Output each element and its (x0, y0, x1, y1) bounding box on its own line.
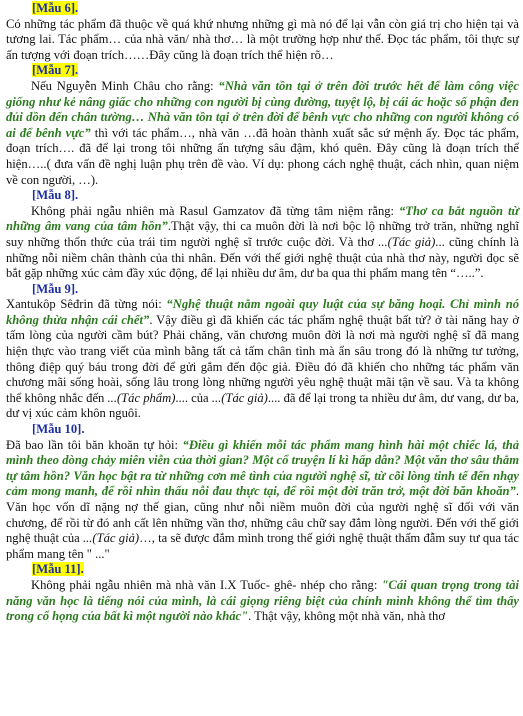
paragraph-text: Đã bao lần tôi băn khoăn tự hỏi: (6, 437, 183, 452)
paragraph-text: . Vậy điều gì đã khiến các tác phẩm nghệ thuật bất tử? ở tài năng hay ở tấm lòng của người cầm bút? Phải chăng, văn chương muôn đời là nơi mà người nghệ sĩ đã mang hiện thực vào trang viết của mình bằng tất cả tấm chân tình mà ẩn sâu trong đó là những tư tưởng, thông điệp quý báu trong đời để gửi gắm đến độc giả. Điều đó đã khiến cho những tác phẩm văn chương mãi sống hoài, sống lâu trong lòng những người yêu nghệ thuật mãi tận về sau. Và ta không thể không nhắc đến (6, 312, 519, 405)
section-mau-7 (6, 63, 519, 188)
paragraph-text: .... của (175, 390, 212, 405)
quotation: “Thơ ca bắt nguồn từ những âm vang của tâm hồn” (6, 203, 519, 234)
placeholder-text: ...(Tác giả) (82, 531, 140, 546)
quotation: “Nghệ thuật nằm ngoài quy luật của sự băng hoại. Chỉ mình nó không thừa nhận cái chết” (6, 297, 520, 327)
section-mau-8 (6, 188, 519, 282)
quotation: “Nhà văn tồn tại ở trên đời trước hết để làm công việc giống như kẻ nâng giấc cho những con người bị cùng đường, tuyệt lộ, bị cái ác hoặc số phận đen đủi dồn đến chân tường… Nhà văn tồn tại ở trên đời để bênh vực cho những con người không có ai để bênh vực” (6, 78, 519, 140)
paragraph-text: Nếu Nguyễn Minh Châu cho rằng: (31, 78, 219, 93)
section-heading: [Mẫu 8]. (32, 188, 79, 203)
paragraph-text: . Thật vậy, không một nhà văn, nhà thơ (248, 609, 446, 624)
section-paragraph (6, 578, 519, 625)
placeholder-text: ...(Tác giả) (378, 234, 436, 249)
quotation: "Cái quan trọng trong tài năng văn học là tiếng nói của mình, là cái giọng riêng biệt của chính mình không thể tìm thấy trong cổ họng của bất kì một người nào khác" (6, 577, 519, 624)
section-paragraph (6, 79, 519, 188)
section-heading: [Mẫu 9]. (32, 281, 79, 296)
section-mau-10 (6, 422, 519, 562)
paragraph-text: Xantukôp Sêđrin đã từng nói: (6, 297, 167, 312)
section-heading: [Mẫu 11]. (32, 562, 84, 577)
paragraph-text: Có những tác phẩm đã thuộc về quá khứ nhưng những gì mà nó để lại vẫn còn giá trị cho hiện tại và tương lai. Tác phẩm… của nhà văn/ nhà thơ… là một trường hợp như thế. Đọc tác phẩm, tôi thực sự ấn tượng với đoạn trích……Đây cũng là đoạn trích thể hiện rõ… (6, 16, 519, 62)
section-paragraph (6, 297, 519, 422)
section-mau-6 (6, 1, 519, 63)
section-paragraph (6, 204, 519, 282)
paragraph-text: .... đã để lại trong ta nhiều dư âm, dư vang, dư ba, dư vị xúc cảm khôn nguôi. (6, 390, 520, 421)
section-heading: [Mẫu 6]. (32, 1, 79, 15)
paragraph-text: .Thật vậy, thi ca muôn đời là nơi bộc lộ những trở trăn, những nghĩ suy những thổn thức của trái tim người nghệ sĩ trước cuộc đời. Và thơ (6, 219, 519, 249)
section-mau-9 (6, 282, 519, 422)
paragraph-text: …, ta sẽ được đắm mình trong thế giới nghệ thuật thấm đẫm suy tư qua tác phẩm mang tên " ..." (6, 531, 519, 561)
section-paragraph (6, 438, 519, 563)
paragraph-text: . Văn học vốn dĩ nặng nợ thế gian, cũng như nỗi niềm muôn đời của người nghệ sĩ đối với văn chương, để rồi từ đó anh cất lên những vần thơ, những câu chữ say đắm lòng người. Đến với thế giới nghệ thuật của (6, 484, 519, 546)
paragraph-text: Không phải ngẫu nhiên mà nhà văn I.X Tuốc- ghê- nhép cho rằng: (31, 577, 382, 592)
paragraph-text: Không phải ngẫu nhiên mà Rasul Gamzatov đã từng tâm niệm rằng: (31, 203, 399, 218)
placeholder-text: ...(Tác phẩm) (107, 390, 176, 405)
paragraph-text: thì với tác phẩm…, nhà văn …đã hoàn thành xuất sắc sứ mệnh ấy. Đọc tác phẩm, đoạn trích…. đã để lại trong tôi những ấn tượng sâu đậm, khó quên. Đây cũng là đoạn trích thể hiện…..( đưa vấn đề nghị luận phụ trên đề vào. Ví dụ: phong cách nghệ thuật, cách nhìn, quan niệm về con người, …). (6, 125, 519, 187)
section-mau-11 (6, 562, 519, 624)
paragraph-text: ... cũng chính là những nỗi niềm chân thành của thi nhân. Đến với thế giới nghệ thuật của nhà thơ này, người đọc sẽ bắt gặp những xúc cảm đầy xúc động, để lại nhiều dư âm, dư ba qua thi phẩm mang tên “…..”. (6, 234, 519, 281)
section-paragraph (6, 17, 519, 64)
placeholder-text: ...(Tác giả) (211, 390, 268, 405)
section-heading: [Mẫu 10]. (32, 422, 85, 437)
section-heading: [Mẫu 7]. (32, 63, 79, 78)
quotation: “Điều gì khiến mỗi tác phẩm mang hình hài một chiếc lá, thả mình theo dòng chảy miên viễn của thời gian? Một cổ truyện lí kì hấp dẫn? Một văn thơ sâu thẳm tự tâm hồn? Văn học bật ra từ những cơn mê tình của người nghệ sĩ, từ cõi lòng tinh tế đến nhạy cảm mong manh, để rồi nhìn thấu nỗi đau thực tại, để rồi một đời trăn trở, một đời băn khoăn” (6, 437, 519, 499)
